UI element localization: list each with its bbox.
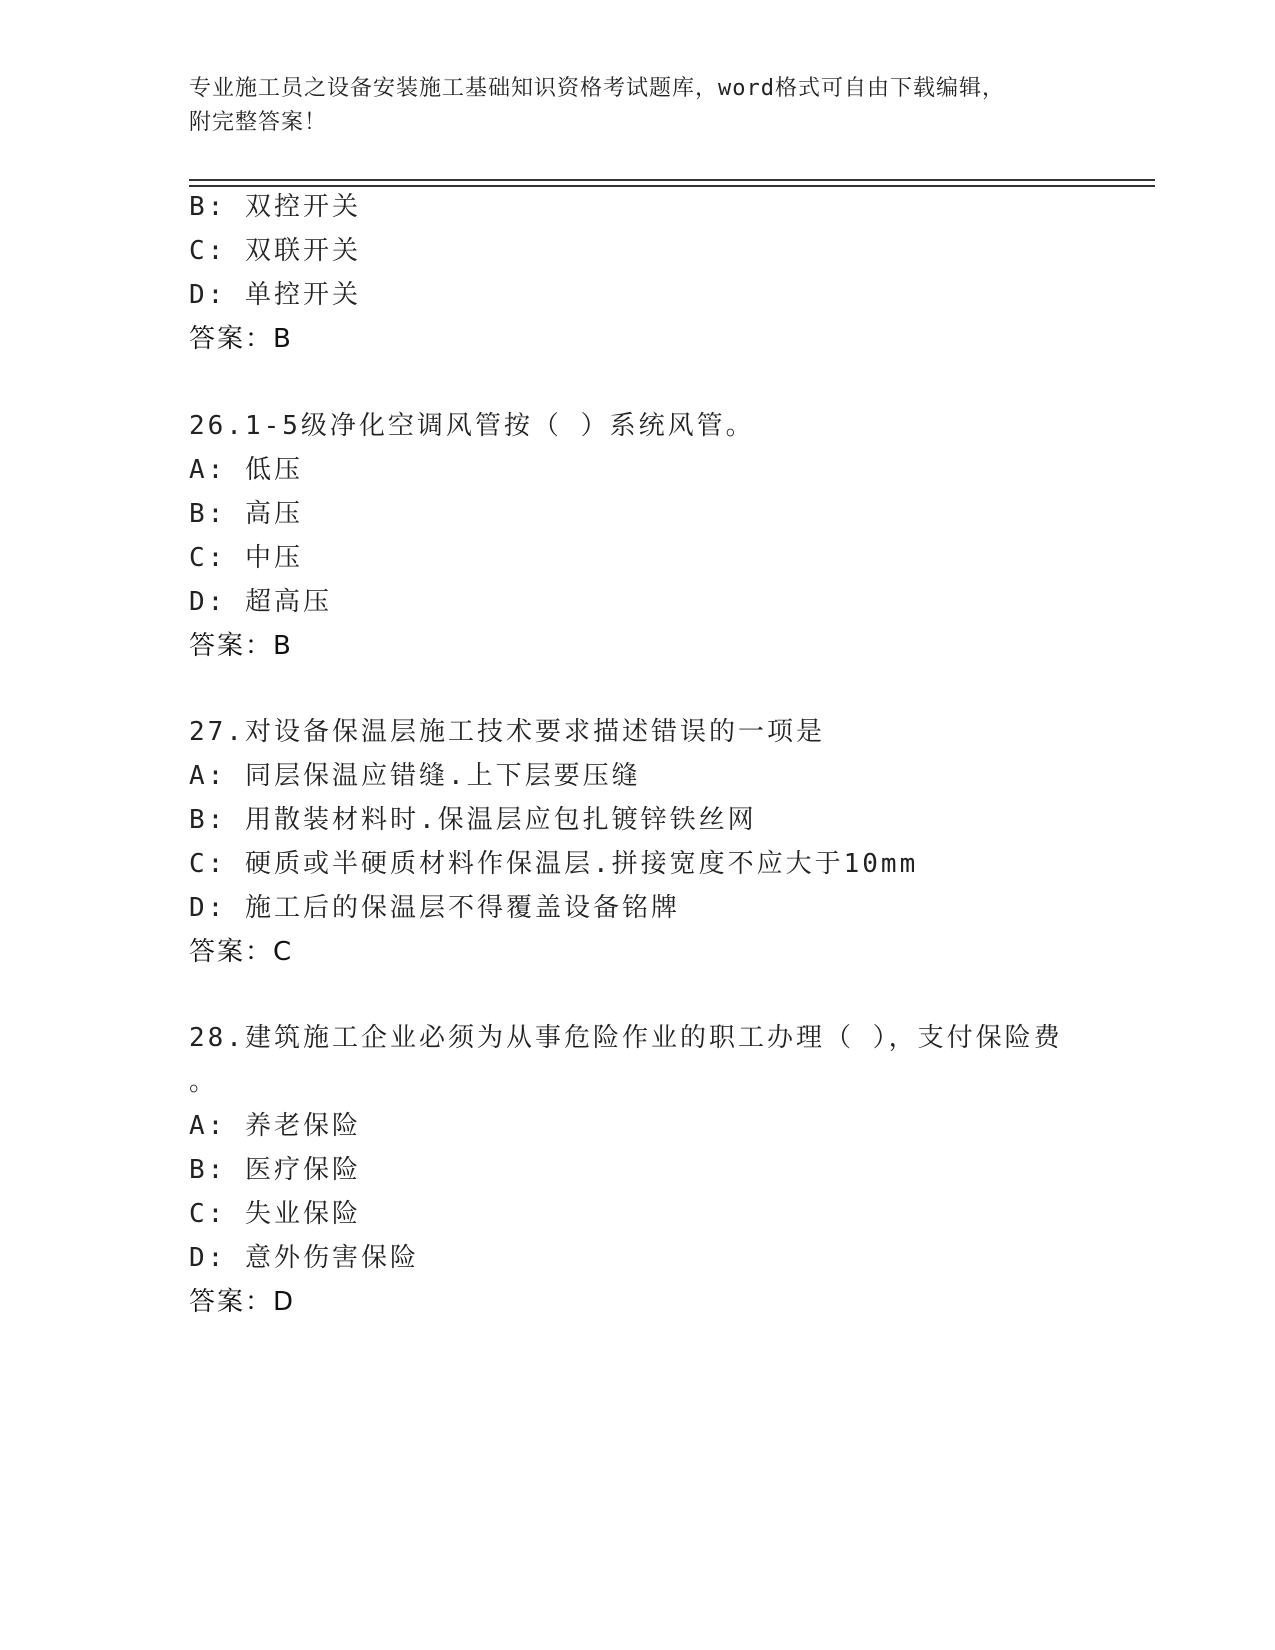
q27-option-c: C: 硬质或半硬质材料作保温层.拼接宽度不应大于10mm [189, 849, 919, 879]
header-line-2: 附完整答案！ [189, 110, 328, 135]
q28-option-d: D: 意外伤害保险 [189, 1243, 419, 1273]
q27-option-a: A: 同层保温应错缝.上下层要压缝 [189, 761, 641, 791]
q27-option-d: D: 施工后的保温层不得覆盖设备铭牌 [189, 893, 680, 923]
q27-question: 27.对设备保温层施工技术要求描述错误的一项是 [189, 717, 825, 747]
q25-option-d: D: 单控开关 [189, 280, 361, 310]
q28-option-a: A: 养老保险 [189, 1111, 361, 1141]
header-divider-top [189, 179, 1155, 181]
q25-option-c: C: 双联开关 [189, 236, 361, 266]
q26-option-c: C: 中压 [189, 543, 303, 573]
header-divider-bottom [189, 185, 1155, 187]
q28-answer: 答案：D [189, 1287, 296, 1317]
q28-question-continued: 。 [189, 1067, 219, 1097]
q25-answer: 答案：B [189, 324, 293, 354]
q26-option-a: A: 低压 [189, 455, 303, 485]
q28-option-c: C: 失业保险 [189, 1199, 361, 1229]
q26-question: 26.1-5级净化空调风管按（ ）系统风管。 [189, 411, 755, 441]
document-header [189, 72, 1089, 140]
q25-option-b: B: 双控开关 [189, 192, 361, 222]
q26-option-b: B: 高压 [189, 499, 303, 529]
header-line-1: 专业施工员之设备安装施工基础知识资格考试题库，word格式可自由下载编辑， [189, 76, 1005, 101]
q27-answer: 答案：C [189, 937, 294, 967]
q28-question: 28.建筑施工企业必须为从事危险作业的职工办理（ ），支付保险费 [189, 1023, 1063, 1053]
q28-option-b: B: 医疗保险 [189, 1155, 361, 1185]
q26-option-d: D: 超高压 [189, 587, 332, 617]
q27-option-b: B: 用散装材料时.保温层应包扎镀锌铁丝网 [189, 805, 757, 835]
q26-answer: 答案：B [189, 631, 293, 661]
